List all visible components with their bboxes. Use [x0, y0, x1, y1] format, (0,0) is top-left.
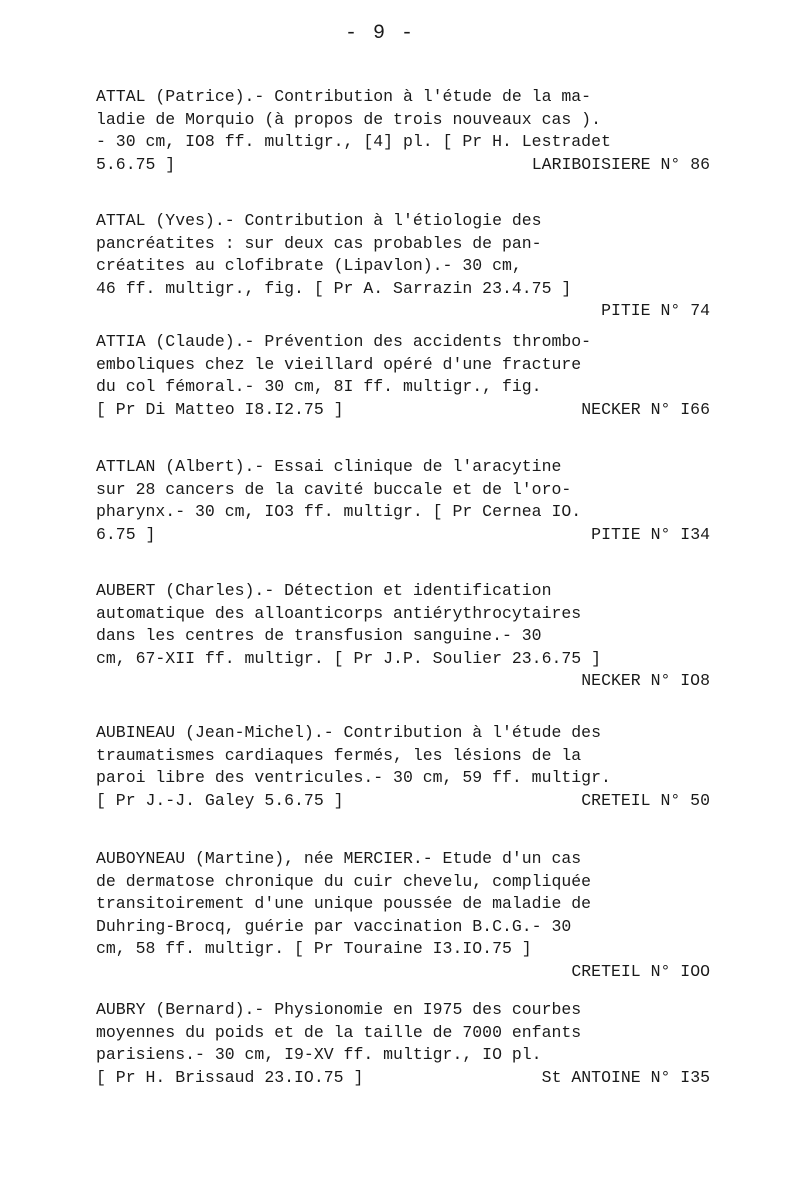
location-mark: CRETEIL N° 50 — [581, 790, 710, 810]
entry-line-text: [ Pr J.-J. Galey 5.6.75 ] — [96, 790, 344, 810]
entry-line — [96, 399, 710, 422]
entry-line: pancréatites : sur deux cas probables de pan- — [96, 233, 542, 253]
entry-line: ladie de Morquio (à propos de trois nouveaux cas ). — [96, 109, 601, 129]
bibliographic-entry — [96, 999, 710, 1089]
entry-line: moyennes du poids et de la taille de 7000 enfants — [96, 1022, 582, 1042]
entry-line: pharynx.- 30 cm, IO3 ff. multigr. [ Pr Cernea IO. — [96, 502, 582, 521]
entry-line — [96, 154, 710, 177]
bibliographic-entry — [96, 456, 710, 546]
entry-line-text: [ Pr H. Brissaud 23.IO.75 ] — [96, 1067, 364, 1087]
entry-line: cm, 58 ff. multigr. [ Pr Touraine I3.IO.75 ] — [96, 939, 532, 958]
entry-line: emboliques chez le vieillard opéré d'une fracture — [96, 354, 582, 374]
bibliographic-entry — [96, 86, 710, 176]
bibliographic-entry — [96, 722, 710, 812]
entry-line: transitoirement d'une unique poussée de maladie de — [96, 894, 592, 913]
entry-line: de dermatose chronique du cuir chevelu, compliquée — [96, 871, 592, 891]
entry-line: - 30 cm, IO8 ff. multigr., [4] pl. [ Pr H. Lestradet — [96, 132, 611, 151]
entry-line: parisiens.- 30 cm, I9-XV ff. multigr., IO pl. — [96, 1045, 542, 1064]
location-mark: NECKER N° I66 — [581, 399, 710, 419]
location-mark: PITIE N° I34 — [591, 524, 710, 544]
bibliographic-entry — [96, 331, 710, 421]
bibliographic-entry — [96, 580, 710, 693]
location-mark: LARIBOISIERE N° 86 — [531, 154, 710, 174]
entry-line-text: [ Pr Di Matteo I8.I2.75 ] — [96, 399, 344, 419]
entry-line — [96, 1067, 710, 1090]
entry-line: AUBINEAU (Jean-Michel).- Contribution à l'étude des — [96, 723, 601, 742]
entry-line: du col fémoral.- 30 cm, 8I ff. multigr., fig. — [96, 377, 542, 396]
entry-line — [96, 790, 710, 813]
entry-line — [96, 524, 710, 547]
location-mark: NECKER N° IO8 — [581, 671, 710, 690]
entry-line: ATTLAN (Albert).- Essai clinique de l'aracytine — [96, 457, 562, 476]
entry-line: traumatismes cardiaques fermés, les lésions de la — [96, 745, 582, 765]
entry-line-text: 6.75 ] — [96, 524, 156, 544]
bibliographic-entry — [96, 210, 710, 323]
entry-line: ATTIA (Claude).- Prévention des accidents thrombo- — [96, 332, 592, 351]
entry-line: AUBOYNEAU (Martine), née MERCIER.- Etude d'un cas — [96, 849, 582, 868]
entry-line-text: 5.6.75 ] — [96, 154, 176, 174]
entry-line: paroi libre des ventricules.- 30 cm, 59 ff. multigr. — [96, 768, 611, 787]
location-mark: St ANTOINE N° I35 — [541, 1067, 710, 1087]
entry-line: automatique des alloanticorps antiérythrocytaires — [96, 603, 582, 623]
entry-line: sur 28 cancers de la cavité buccale et de l'oro- — [96, 479, 572, 499]
entry-line: dans les centres de transfusion sanguine.- 30 — [96, 626, 542, 645]
entry-line: créatites au clofibrate (Lipavlon).- 30 cm, — [96, 256, 522, 275]
entry-line: AUBERT (Charles).- Détection et identification — [96, 581, 552, 600]
entry-line: AUBRY (Bernard).- Physionomie en I975 des courbes — [96, 1000, 582, 1019]
page-number: - 9 - — [344, 22, 415, 45]
entry-line: cm, 67-XII ff. multigr. [ Pr J.P. Soulier 23.6.75 ] — [96, 648, 601, 668]
bibliographic-entry — [96, 848, 710, 983]
entry-line: 46 ff. multigr., fig. [ Pr A. Sarrazin 23.4.75 ] — [96, 278, 572, 298]
location-mark: CRETEIL N° IOO — [571, 961, 710, 981]
entry-line: ATTAL (Patrice).- Contribution à l'étude de la ma- — [96, 87, 592, 106]
entry-line: ATTAL (Yves).- Contribution à l'étiologie des — [96, 211, 542, 230]
location-mark: PITIE N° 74 — [601, 301, 710, 320]
entry-line: Duhring-Brocq, guérie par vaccination B.C.G.- 30 — [96, 916, 572, 936]
